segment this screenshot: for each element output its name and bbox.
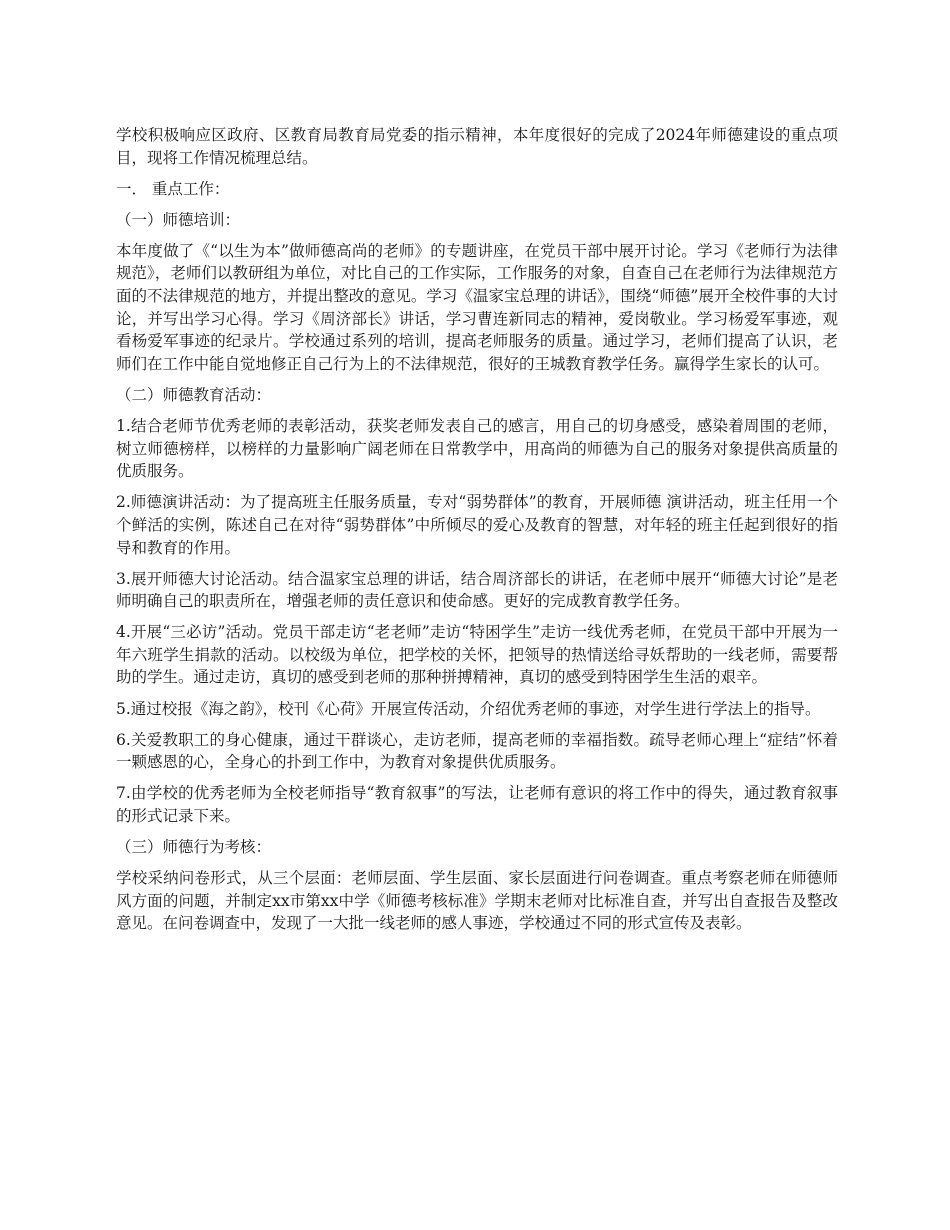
activity-item-1: 1.结合老师节优秀老师的表彰活动，获奖老师发表自己的感言，用自己的切身感受，感染着周围的老师，树立师德榜样，以榜样的力量影响广阔老师在日常教学中，用高尚的师德为自己的服务对象提供高质量的优质服务。	[116, 417, 838, 481]
section-heading-key-work: 一． 重点工作：	[116, 179, 230, 198]
activity-item-4: 4.开展“三必访”活动。党员干部走访“老老师”走访“特困学生”走访一线优秀老师，在党员干部中开展为一年六班学生捐款的活动。以校级为单位，把学校的关怀，把领导的热情送给寻妖帮助的一线老师，需要帮助的学生。通过走访，真切的感受到老师的那种拼搏精神，真切的感受到特困学生生活的艰辛。	[116, 623, 838, 687]
subsection-heading-activities: （二）师德教育活动：	[116, 385, 272, 404]
activity-item-2: 2.师德演讲活动：为了提高班主任服务质量，专对“弱势群体”的教育，开展师德 演讲活动，班主任用一个个鲜活的实例，陈述自己在对待“弱势群体”中所倾尽的爱心及教育的智慧，对年轻的班主任起到很好的指导和教育的作用。	[116, 493, 838, 557]
subsection-heading-assessment: （三）师德行为考核：	[116, 838, 272, 857]
activity-item-3: 3.展开师德大讨论活动。结合温家宝总理的讲话，结合周济部长的讲话，在老师中展开“师德大讨论”是老师明确自己的职责所在，增强老师的责任意识和使命感。更好的完成教育教学任务。	[116, 569, 838, 611]
subsection-heading-training: （一）师德培训：	[116, 210, 241, 229]
training-paragraph: 本年度做了《“以生为本”做师德高尚的老师》的专题讲座，在党员干部中展开讨论。学习《老师行为法律规范》，老师们以教研组为单位，对比自己的工作实际，工作服务的对象，自查自己在老师行为法律规范方面的不法律规范的地方，并提出整改的意见。学习《温家宝总理的讲话》，围绕“师德”展开全校件事的大讨论，并写出学习心得。学习《周济部长》讲话，学习曹连新同志的精神，爱岗敬业。学习杨爱军事迹，观看杨爱军事迹的纪录片。学校通过系列的培训，提高老师服务的质量。通过学习，老师们提高了认识，老师们在工作中能自觉地修正自己行为上的不法律规范，很好的王城教育教学任务。赢得学生家长的认可。	[116, 241, 838, 373]
assessment-paragraph: 学校采纳问卷形式，从三个层面：老师层面、学生层面、家长层面进行问卷调查。重点考察老师在师德师风方面的问题，并制定xx市第xx中学《师德考核标准》学期末老师对比标准自查，并写出自查报告及整改意见。在问卷调查中，发现了一大批一线老师的感人事迹，学校通过不同的形式宣传及表彰。	[116, 869, 838, 933]
intro-paragraph: 学校积极响应区政府、区教育局教育局党委的指示精神，本年度很好的完成了2024年师德建设的重点项目，现将工作情况梳理总结。	[116, 126, 838, 167]
document-page	[116, 124, 838, 943]
activity-item-5: 5.通过校报《海之韵》，校刊《心荷》开展宣传活动，介绍优秀老师的事迹，对学生进行学法上的指导。	[116, 699, 821, 718]
activity-item-7: 7.由学校的优秀老师为全校老师指导“教育叙事”的写法，让老师有意识的将工作中的得失，通过教育叙事的形式记录下来。	[116, 784, 838, 825]
activity-item-6: 6.关爱教职工的身心健康，通过干群谈心，走访老师，提高老师的幸福指数。疏导老师心理上“症结”怀着一颗感恩的心，全身心的扑到工作中，为教育对象提供优质服务。	[116, 730, 838, 772]
